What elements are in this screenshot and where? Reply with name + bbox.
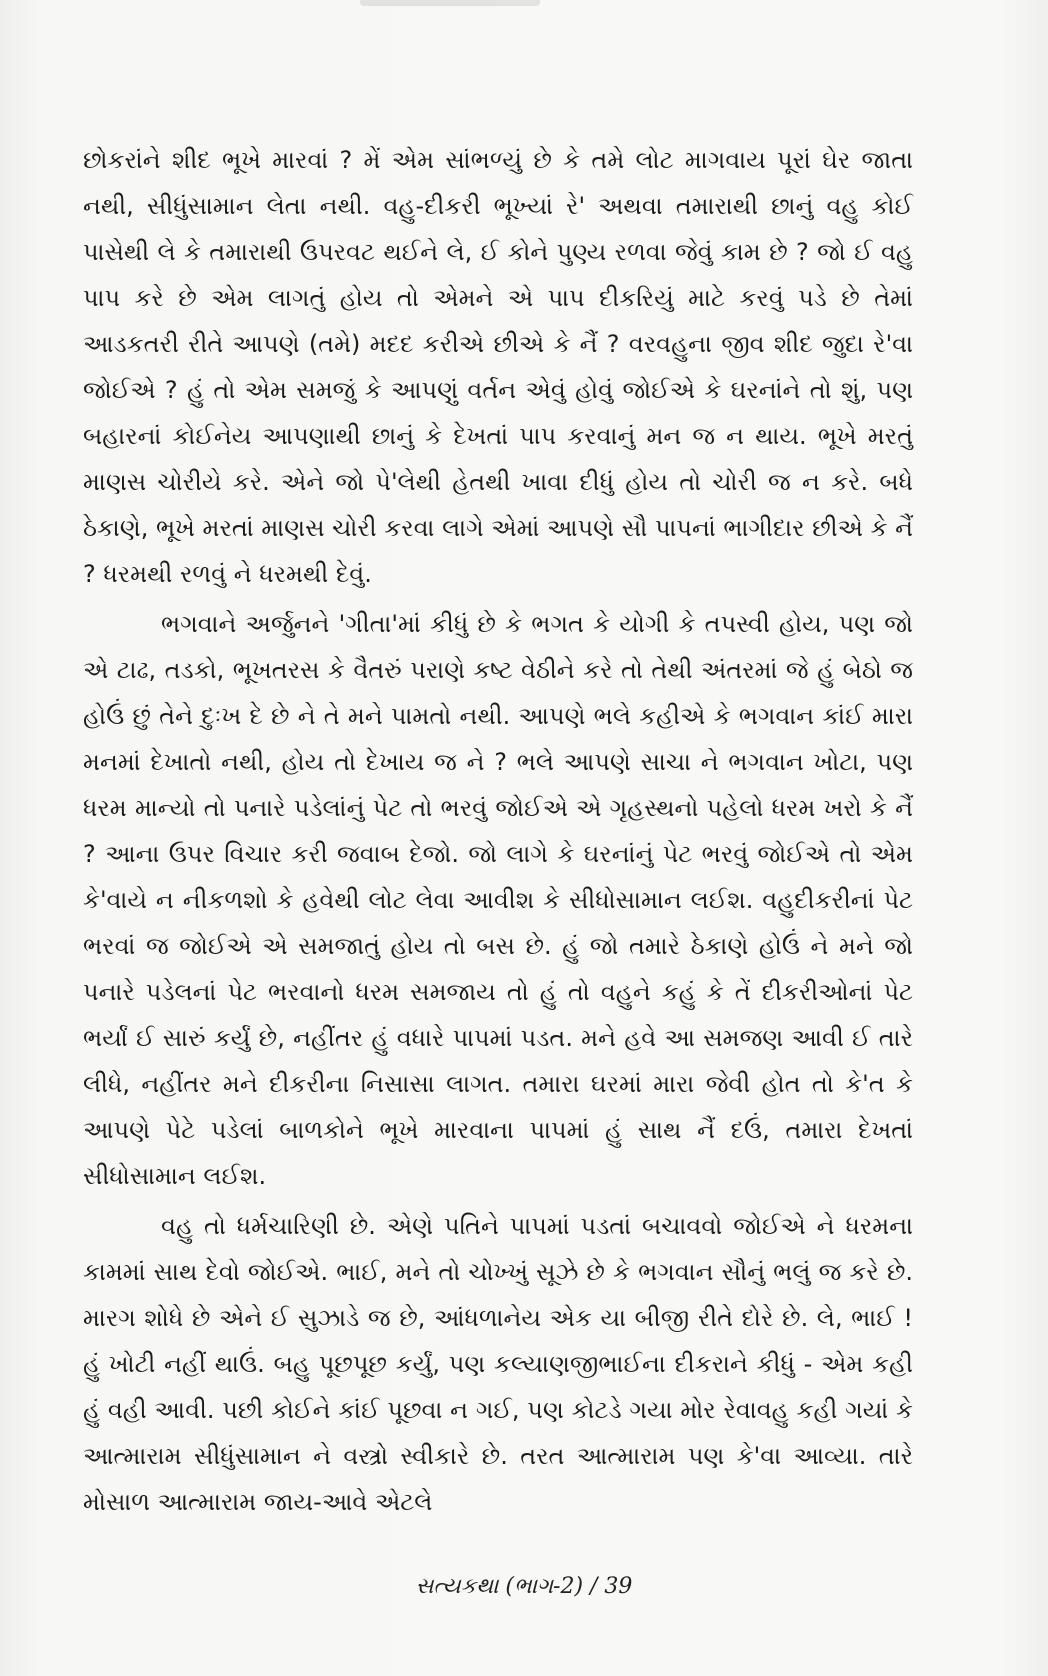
page-top-edge bbox=[360, 0, 540, 6]
body-text bbox=[83, 137, 913, 1525]
paragraph-3: વહુ તો ધર્મચારિણી છે. એણે પતિને પાપમાં પડતાં બચાવવો જોઈએ ને ધરમના કામમાં સાથ દેવો જોઈએ. ભાઈ, મને તો ચોખ્ખું સૂઝે છે કે ભગવાન સૌનું ભલું જ કરે છે. મારગ શોધે છે એને ઈ સુઝાડે જ છે, આંધળાનેય એક યા બીજી રીતે દોરે છે. લે, ભાઈ ! હું ખોટી નહીં થાઉં. બહુ પૂછપૂછ કર્યું, પણ કલ્યાણજીભાઈના દીકરાને કીધું - એમ કહી હું વહી આવી. પછી કોઈને કાંઈ પૂછવા ન ગઈ, પણ કોટડે ગયા મોર રેવાવહુ કહી ગયાં કે આત્મારામ સીધુંસામાન ને વસ્ત્રો સ્વીકારે છે. તરત આત્મારામ પણ કે'વા આવ્યા. તારે મોસાળ આત્મારામ જાય-આવે એટલે bbox=[83, 1212, 913, 1516]
paragraph-1: છોકરાંને શીદ ભૂખે મારવાં ? મેં એમ સાંભળ્યું છે કે તમે લોટ માગવાય પૂરાં ઘેર જાતા નથી, સીધુંસામાન લેતા નથી. વહુ-દીકરી ભૂખ્યાં રે' અથવા તમારાથી છાનું વહુ કોઈ પાસેથી લે કે તમારાથી ઉપરવટ થઈને લે, ઈ કોને પુણ્ય રળવા જેવું કામ છે ? જો ઈ વહુ પાપ કરે છે એમ લાગતું હોય તો એમને એ પાપ દીકરિયું માટે કરવું પડે છે તેમાં આડકતરી રીતે આપણે (તમે) મદદ કરીએ છીએ કે નૈં ? વરવહુના જીવ શીદ જુદા રે'વા જોઈએ ? હું તો એમ સમજું કે આપણું વર્તન એવું હોવું જોઈએ કે ઘરનાંને તો શું, પણ બહારનાં કોઈનેય આપણાથી છાનું કે દેખતાં પાપ કરવાનું મન જ ન થાય. ભૂખે મરતું માણસ ચોરીયે કરે. એને જો પે'લેથી હેતથી ખાવા દીધું હોય તો ચોરી જ ન કરે. બધે ઠેકાણે, ભૂખે મરતાં માણસ ચોરી કરવા લાગે એમાં આપણે સૌ પાપનાં ભાગીદાર છીએ કે નૈં ? ધરમથી રળવું ને ધરમથી દેવું. bbox=[83, 146, 913, 588]
paragraph-2: ભગવાને અર્જુનને 'ગીતા'માં કીધું છે કે ભગત કે યોગી કે તપસ્વી હોય, પણ જો એ ટાઢ, તડકો, ભૂખતરસ કે વૈતરું પરાણે કષ્ટ વેઠીને કરે તો તેથી અંતરમાં જે હું બેઠો જ હોઉં છું તેને દુઃખ દે છે ને તે મને પામતો નથી. આપણે ભલે કહીએ કે ભગવાન કાંઈ મારા મનમાં દેખાતો નથી, હોય તો દેખાય જ ને ? ભલે આપણે સાચા ને ભગવાન ખોટા, પણ ધરમ માન્યો તો પનારે પડેલાંનું પેટ તો ભરવું જોઈએ એ ગૃહસ્થનો પહેલો ધરમ ખરો કે નૈં ? આના ઉપર વિચાર કરી જવાબ દેજો. જો લાગે કે ઘરનાંનું પેટ ભરવું જોઈએ તો એમ કે'વાયે ન નીકળશો કે હવેથી લોટ લેવા આવીશ કે સીધોસામાન લઈશ. વહુદીકરીનાં પેટ ભરવાં જ જોઈએ એ સમજાતું હોય તો બસ છે. હું જો તમારે ઠેકાણે હોઉં ને મને જો પનારે પડેલનાં પેટ ભરવાનો ધરમ સમજાય તો હું તો વહુને કહું કે તેં દીકરીઓનાં પેટ ભર્યાં ઈ સારું કર્યું છે, નહીંતર હું વધારે પાપમાં પડત. મને હવે આ સમજણ આવી ઈ તારે લીધે, નહીંતર મને દીકરીના નિસાસા લાગત. તમારા ઘરમાં મારા જેવી હોત તો કે'ત કે આપણે પેટે પડેલાં બાળકોને ભૂખે મારવાના પાપમાં હું સાથ નૈં દઉં, તમારા દેખતાં સીધોસામાન લઈશ. bbox=[83, 610, 913, 1190]
page-footer: સત્યકથા (ભાગ-2) / 39 bbox=[415, 1574, 633, 1599]
